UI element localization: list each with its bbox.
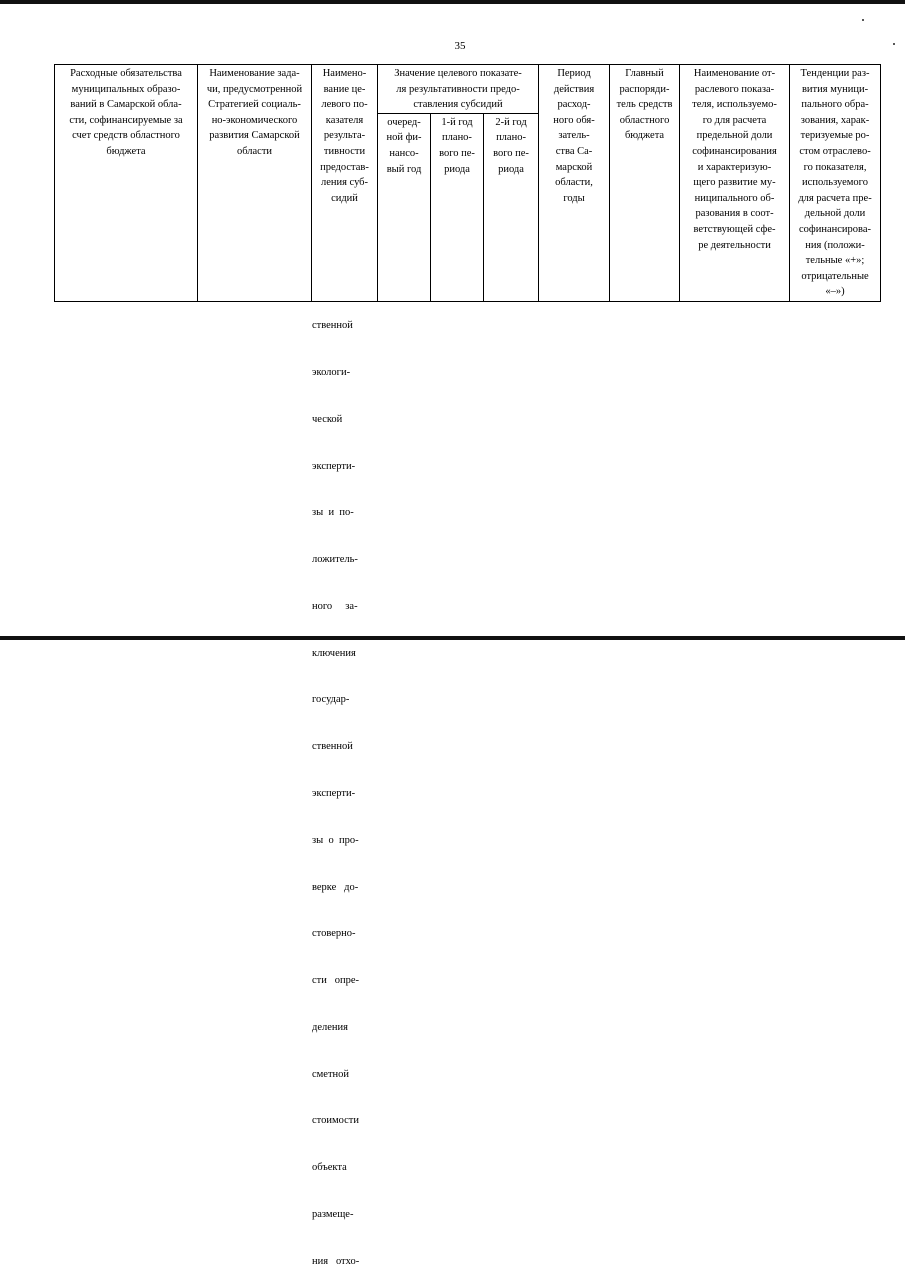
header-subcell-current-year: очеред- ной фи- нансо- вый год — [378, 113, 431, 301]
continuation-line: ложитель- — [312, 554, 358, 566]
header-cell-trends: Тенденции раз- вития муници- пального обра- зования, харак- теризуемые ро- стом отраслево- го показателя, используемого для расчета пре- дельной доли софинансирова- ния (положи- тельные «+»; отрицательные «–») — [790, 65, 881, 302]
continuation-line: ственной — [312, 741, 353, 753]
continuation-line: эксперти- — [312, 460, 356, 472]
continuation-line: верке до- — [312, 881, 359, 893]
page-number: 35 — [454, 40, 466, 52]
header-cell-manager: Главный распоряди- тель средств областного бюджета — [610, 65, 680, 302]
continuation-line: государ- — [312, 694, 350, 706]
header-cell-period: Период действия расход- ного обя- затель- ства Са- марской области, годы — [539, 65, 610, 302]
top-border-rule — [0, 0, 905, 4]
continuation-line: ственной — [312, 320, 353, 332]
bottom-border-rule — [0, 636, 905, 640]
continuation-line: экологи- — [312, 366, 351, 378]
header-cell-sector-indicator: Наименование от- раслевого показа- теля, используемо- го для расчета предельной доли софинансирования и характеризую- щего развитие му- ниципального об- разования в соот- ветствующей сфе- ре деятельности — [680, 65, 790, 302]
continuation-line: эксперти- — [312, 788, 356, 799]
continuation-line: зы и по- — [312, 507, 354, 519]
header-cell-indicator-name: Наимено- вание це- левого по- казателя результа- тивности предостав- ления суб- сидий — [312, 65, 378, 302]
continuation-line: стоверно- — [312, 928, 356, 940]
header-cell-task: Наименование зада- чи, предусмотренной Стратегией социаль- но-экономического развития Самарской области — [198, 65, 312, 302]
continuation-line: размеще- — [312, 1209, 354, 1221]
continuation-line: ного за- — [312, 600, 358, 612]
continuation-line: ческой — [312, 413, 343, 425]
continuation-line: объекта — [312, 1162, 347, 1174]
header-table — [54, 64, 881, 302]
scan-speck — [893, 43, 895, 45]
scan-speck — [862, 19, 864, 21]
continuation-text — [312, 287, 374, 1280]
continuation-line: сти опре- — [312, 975, 360, 987]
header-subcell-plan-year-2: 2-й год плано- вого пе- риода — [484, 113, 539, 301]
header-subcell-plan-year-1: 1-й год плано- вого пе- риода — [431, 113, 484, 301]
continuation-line: стоимости — [312, 1115, 360, 1127]
header-cell-target-value: Значение целевого показате- ля результативности предо- ставления субсидий — [378, 65, 539, 114]
header-cell-expenditures: Расходные обязательства муниципальных образо- ваний в Самарской обла- сти, софинансируемые за счет средств областного бюджета — [55, 65, 198, 302]
continuation-line: сметной — [312, 1068, 350, 1080]
continuation-line: ключения — [312, 647, 356, 659]
continuation-line: деления — [312, 1021, 348, 1033]
continuation-line: ния отхо- — [312, 1255, 360, 1267]
continuation-line: зы о про- — [312, 834, 359, 846]
